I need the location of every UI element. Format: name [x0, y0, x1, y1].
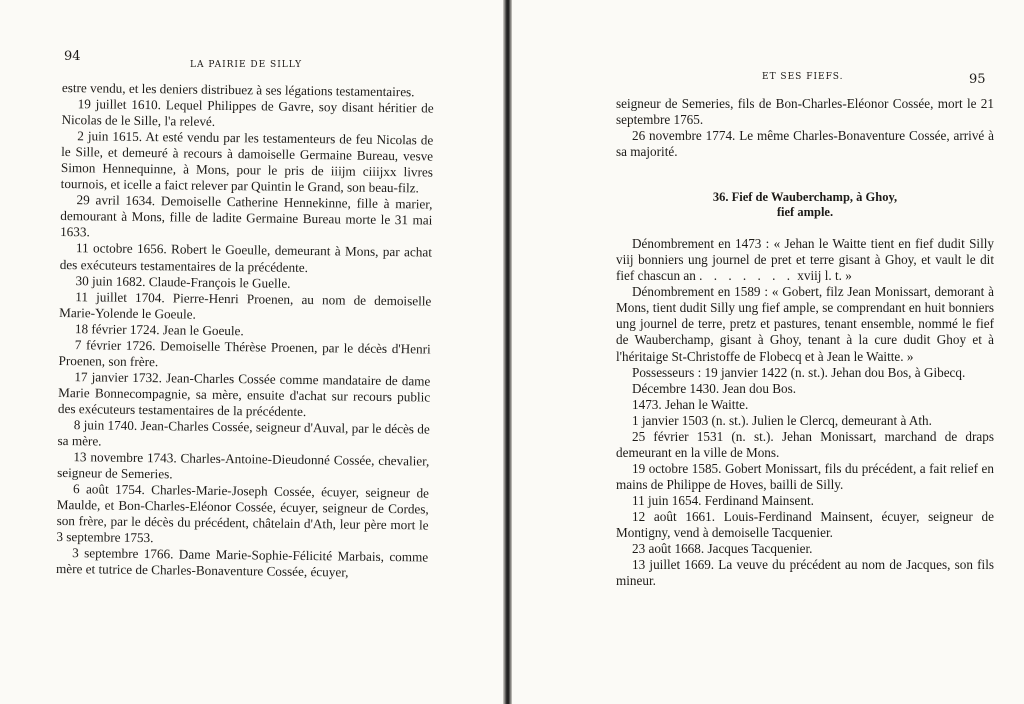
right-entry: 19 octobre 1585. Gobert Monissart, fils du précédent, a fait relief en mains de Philippe de Hoves, bailli de Silly. — [616, 460, 994, 492]
denombrement-1473-dots: . . . . . . . — [699, 268, 794, 284]
left-paragraph: 2 juin 1615. At esté vendu par les testamenteurs de feu Nicolas de le Sille, et demeuré à recours à damoiselle Germaine Bureau, vesve Simon Hennequinne, à Mons, pour le pris de iiijm ciiijxx livres tournois, et icelle a faict relever par Quintin le Grand, son beau-filz. — [60, 128, 434, 196]
left-page — [0, 0, 505, 704]
left-paragraph: 19 juillet 1610. Lequel Philippes de Gavre, soy disant héritier de Nicolas de le Sille, l'a relevé. — [61, 96, 434, 129]
right-continuation: seigneur de Semeries, fils de Bon-Charles-Eléonor Cossée, mort le 21 septembre 1765. — [616, 96, 994, 128]
left-paragraph: 18 février 1724. Jean le Goeule. — [74, 320, 244, 338]
denombrement-1473-text: Dénombrement en 1473 : « Jehan le Waitte tient en fief dudit Silly viij bonniers ung journel de pret et terre gisant à Ghoy, et vault le dit fief chascun an — [616, 236, 994, 284]
left-paragraph: 7 février 1726. Demoiselle Thérèse Proenen, par le décès d'Henri Proenen, son frère. — [58, 336, 431, 369]
running-head-right: ET SES FIEFS. — [762, 72, 844, 82]
left-body-text — [56, 80, 434, 582]
denombrement-1589: Dénombrement en 1589 : « Gobert, filz Jean Monissart, demorant à Mons, tient dudit Silly ung fief ample, se comprendant en huit bonniers ung journel de terre, pretz et pastures, tenant ensemble, nommé le fief de Wauberchamp, gisant à Ghoy, tenant à la cure dudit Ghoy et à l'héritaige St-Christoffe de Flobecq et à Jean le Waitte. » — [616, 284, 994, 364]
right-entry: 11 juin 1654. Ferdinand Mainsent. — [632, 492, 814, 508]
left-paragraph: 17 janvier 1732. Jean-Charles Cossée comme mandataire de dame Marie Bonnecompagnie, sa mère, ensuite d'achat sur recours public des exécuteurs testamentaires de la précédente. — [57, 369, 431, 419]
left-paragraph: 8 juin 1740. Jean-Charles Cossée, seigneur d'Auval, par le décès de sa mère. — [57, 417, 430, 449]
running-head-left: LA PAIRIE DE SILLY — [190, 60, 303, 70]
left-paragraph: 11 octobre 1656. Robert le Goeulle, demeurant à Mons, par achat des exécuteurs testamentaires de la précédente. — [59, 240, 433, 275]
right-entry: 23 août 1668. Jacques Tacquenier. — [632, 541, 813, 557]
left-paragraph: 13 novembre 1743. Charles-Antoine-Dieudonné Cossée, chevalier, seigneur de Semeries. — [57, 449, 430, 482]
right-entry: 12 août 1661. Louis-Ferdinand Mainsent, écuyer, seigneur de Montigny, vend à demoiselle Tacquenier. — [616, 508, 994, 541]
right-page — [511, 0, 1024, 704]
right-entry: 25 février 1531 (n. st.). Jehan Monissart, marchand de draps demeurant en la ville de Mons. — [616, 428, 994, 460]
possesseurs: Possesseurs : 19 janvier 1422 (n. st.). Jehan dou Bos, à Gibecq. — [632, 364, 966, 380]
left-first-line: estre vendu, et les deniers distribuez à ses légations testamentaires. — [61, 80, 415, 100]
left-paragraph: 30 juin 1682. Claude-François le Guelle. — [75, 272, 291, 291]
page-number-right: 95 — [969, 72, 986, 87]
section-title — [616, 190, 994, 220]
right-entry: 1 janvier 1503 (n. st.). Julien le Clercq, demeurant à Ath. — [632, 412, 932, 428]
left-paragraph: 3 septembre 1766. Dame Marie-Sophie-Félicité Marbais, comme mère et tutrice de Charles-Bonaventure Cossée, écuyer, — [55, 545, 429, 580]
denombrement-1473-end: xviij l. t. » — [797, 268, 852, 284]
right-paragraph: 26 novembre 1774. Le même Charles-Bonaventure Cossée, arrivé à sa majorité. — [616, 128, 994, 160]
right-entry: Décembre 1430. Jean dou Bos. — [632, 380, 797, 396]
right-entry: 13 juillet 1669. La veuve du précédent au nom de Jacques, son fils mineur. — [616, 557, 994, 589]
right-entry: 1473. Jehan le Waitte. — [632, 396, 749, 412]
right-body-text — [616, 96, 994, 589]
denombrement-1473 — [616, 236, 994, 284]
section-title-line: fief ample. — [776, 205, 834, 220]
left-paragraph: 29 avril 1634. Demoiselle Catherine Hennekinne, fille à marier, demourant à Mons, fille de ladite Germaine Bureau morte le 31 mai 1633. — [60, 192, 433, 240]
left-paragraph: 6 août 1754. Charles-Marie-Joseph Cossée, écuyer, seigneur de Maulde, et Bon-Charles-Eléonor Cossée, écuyer, seigneur de Cordes, son frère, par le décès du précédent, châtelain d'Ath, leur père mort le 3 septembre 1753. — [56, 481, 430, 546]
page-number-left: 94 — [64, 49, 81, 64]
left-paragraph: 11 juillet 1704. Pierre-Henri Proenen, au nom de demoiselle Marie-Yolende le Goeule. — [59, 288, 432, 322]
section-title-line: 36. Fief de Wauberchamp, à Ghoy, — [712, 190, 898, 205]
